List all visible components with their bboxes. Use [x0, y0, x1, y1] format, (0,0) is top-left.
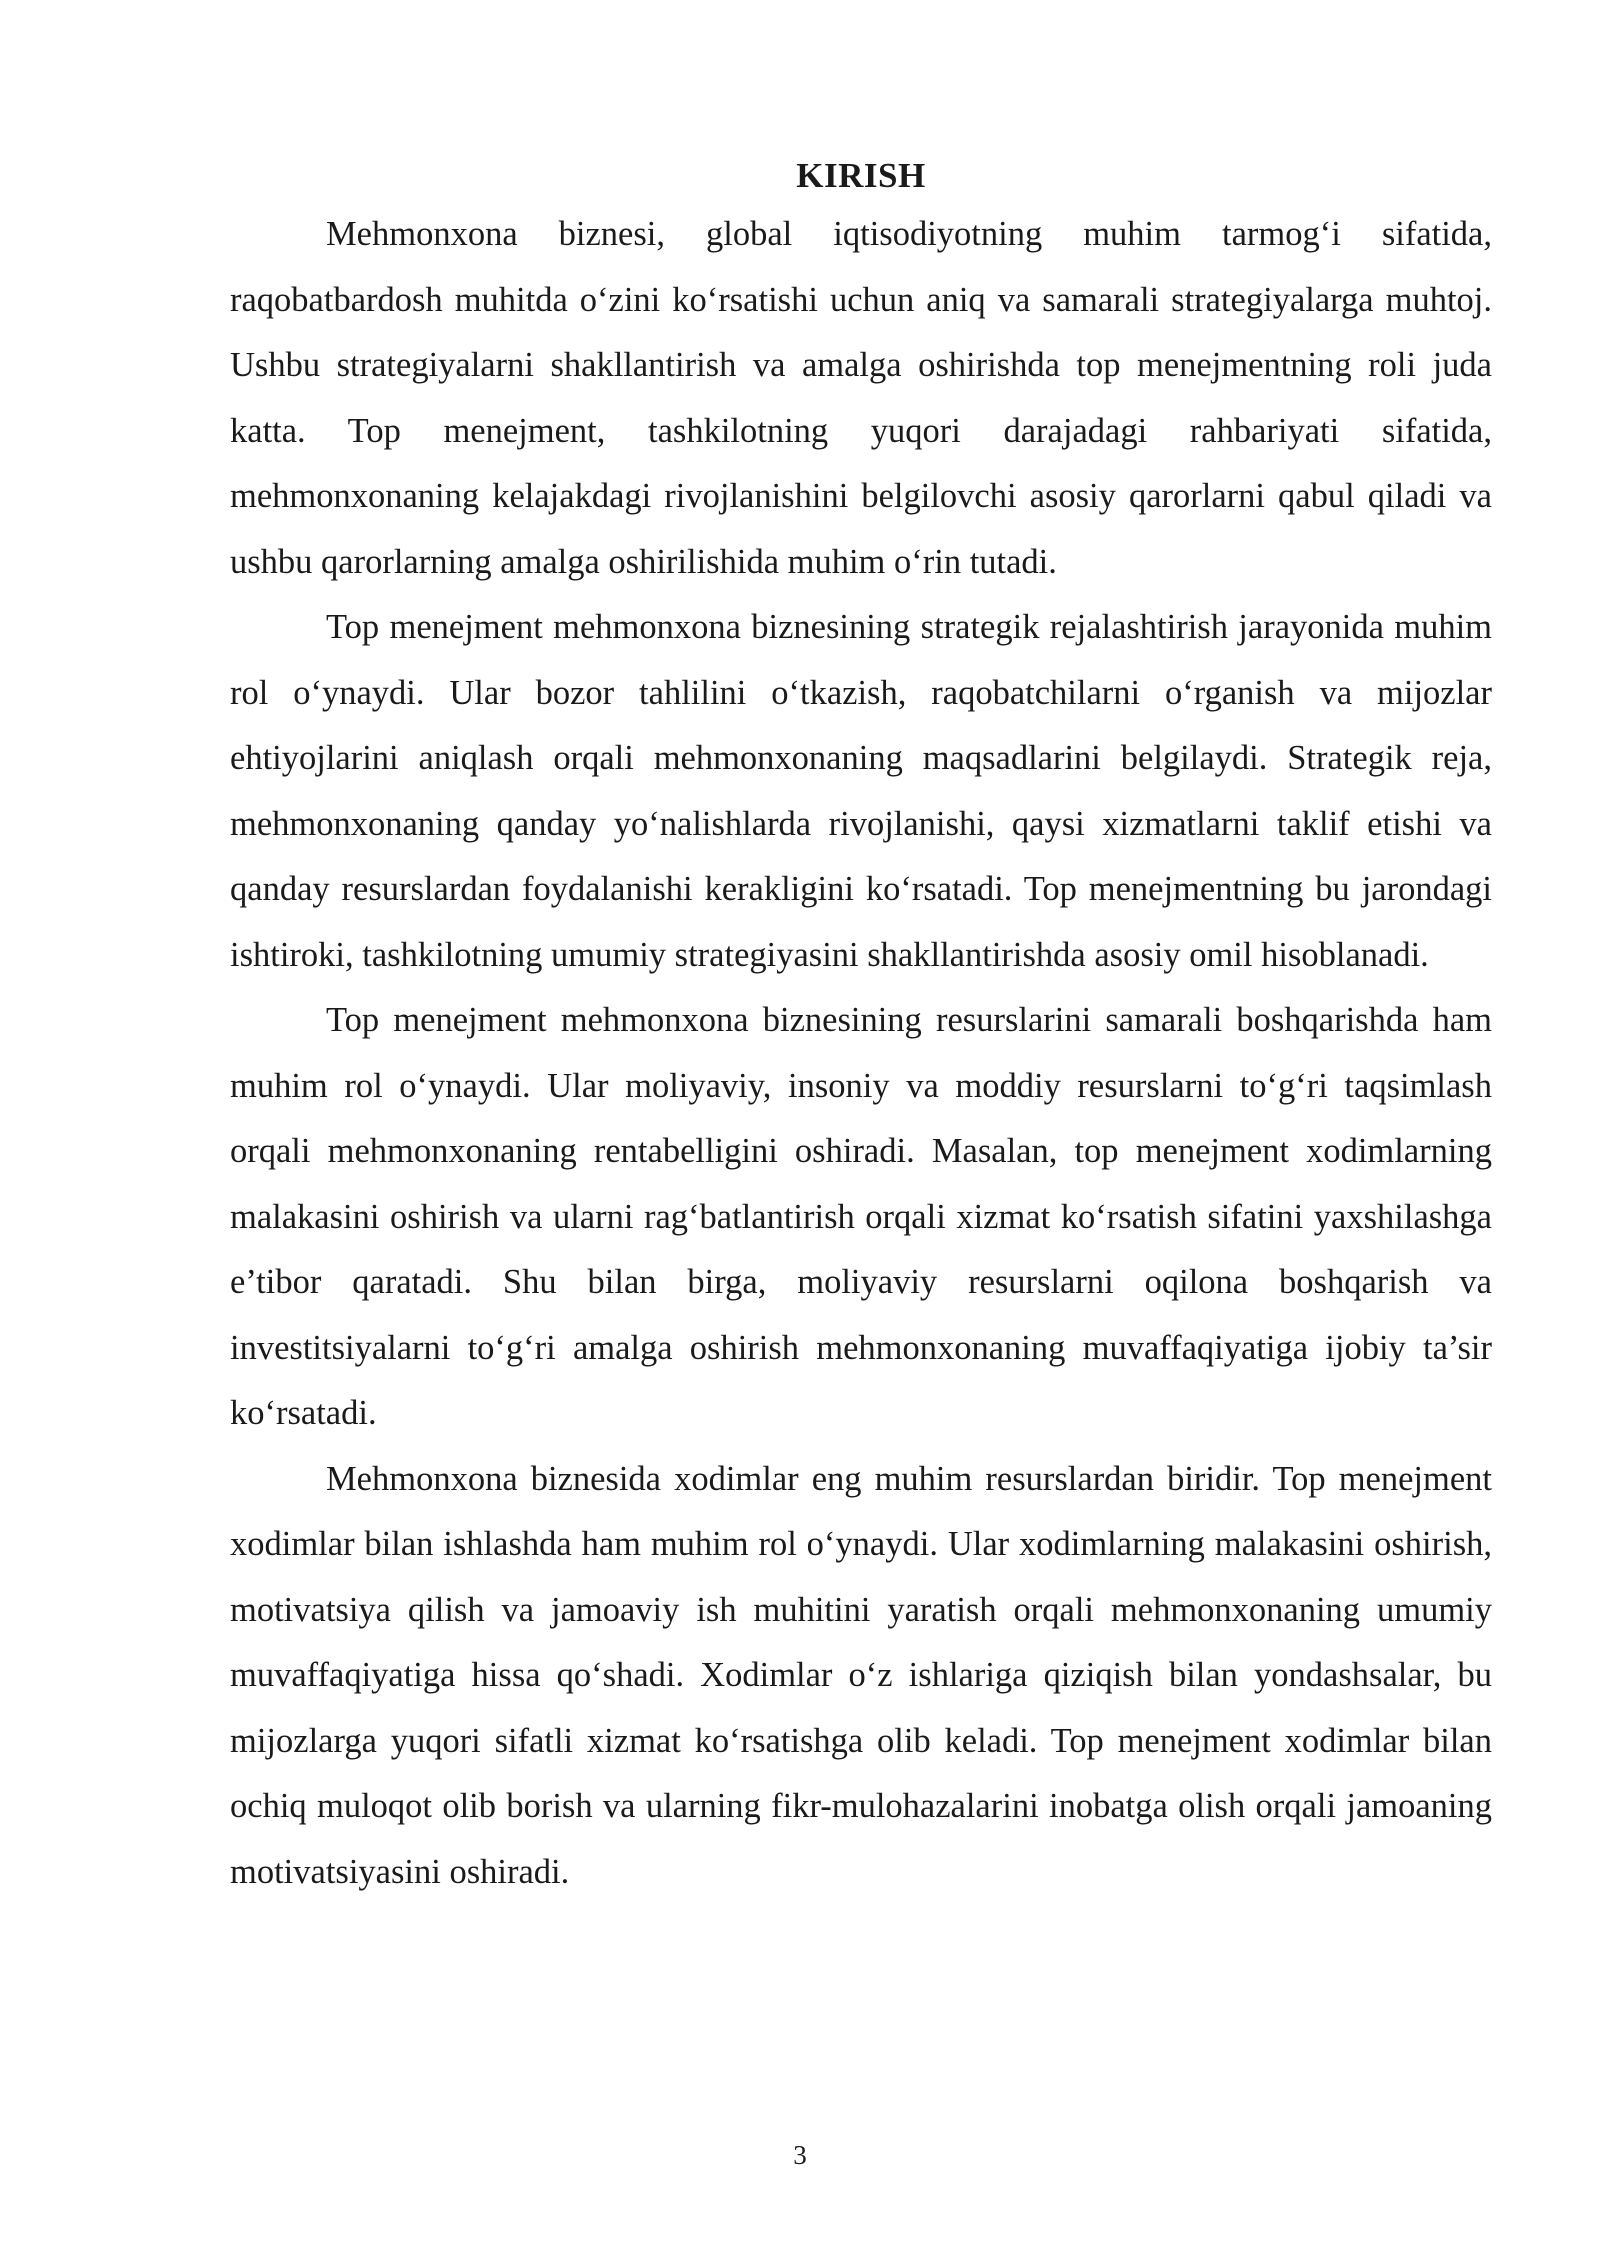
- page-number: 3: [793, 2140, 807, 2170]
- paragraph-1: Mehmonxona biznesi, global iqtisodiyotning muhim tarmog‘i sifatida, raqobatbardosh muhitda o‘zini ko‘rsatishi uchun aniq va samarali strategiyalarga muhtoj. Ushbu strategiyalarni shakllantirish va amalga oshirishda top menejmentning roli juda katta. Top menejment, tashkilotning yuqori darajadagi rahbariyati sifatida, mehmonxonaning kelajakdagi rivojlanishini belgilovchi asosiy qarorlarni qabul qiladi va ushbu qarorlarning amalga oshirilishida muhim o‘rin tutadi.: [230, 215, 1492, 581]
- paragraph-3: Top menejment mehmonxona biznesining resurslarini samarali boshqarishda ham muhim rol o‘ynaydi. Ular moliyaviy, insoniy va moddiy resurslarni to‘g‘ri taqsimlash orqali mehmonxonaning rentabelligini oshiradi. Masalan, top menejment xodimlarning malakasini oshirish va ularni rag‘batlantirish orqali xizmat ko‘rsatish sifatini yaxshilashga e’tibor qaratadi. Shu bilan birga, moliyaviy resurslarni oqilona boshqarish va investitsiyalarni to‘g‘ri amalga oshirish mehmonxonaning muvaffaqiyatiga ijobiy ta’sir ko‘rsatadi.: [230, 1001, 1492, 1432]
- paragraph-4: Mehmonxona biznesida xodimlar eng muhim resurslardan biridir. Top menejment xodimlar bilan ishlashda ham muhim rol o‘ynaydi. Ular xodimlarning malakasini oshirish, motivatsiya qilish va jamoaviy ish muhitini yaratish orqali mehmonxonaning umumiy muvaffaqiyatiga hissa qo‘shadi. Xodimlar o‘z ishlariga qiziqish bilan yondashsalar, bu mijozlarga yuqori sifatli xizmat ko‘rsatishga olib keladi. Top menejment xodimlar bilan ochiq muloqot olib borish va ularning fikr-mulohazalarini inobatga olish orqali jamoaning motivatsiyasini oshiradi.: [230, 1459, 1492, 1891]
- page-title: KIRISH: [796, 156, 926, 195]
- paragraph-2: Top menejment mehmonxona biznesining strategik rejalashtirish jarayonida muhim rol o‘ynaydi. Ular bozor tahlilini o‘tkazish, raqobatchilarni o‘rganish va mijozlar ehtiyojlarini aniqlash orqali mehmonxonaning maqsadlarini belgilaydi. Strategik reja, mehmonxonaning qanday yo‘nalishlarda rivojlanishi, qaysi xizmatlarni taklif etishi va qanday resurslardan foydalanishi kerakligini ko‘rsatadi. Top menejmentning bu jarondagi ishtiroki, tashkilotning umumiy strategiyasini shakllantirishda asosiy omil hisoblanadi.: [230, 608, 1492, 974]
- page-body: [230, 150, 1492, 1905]
